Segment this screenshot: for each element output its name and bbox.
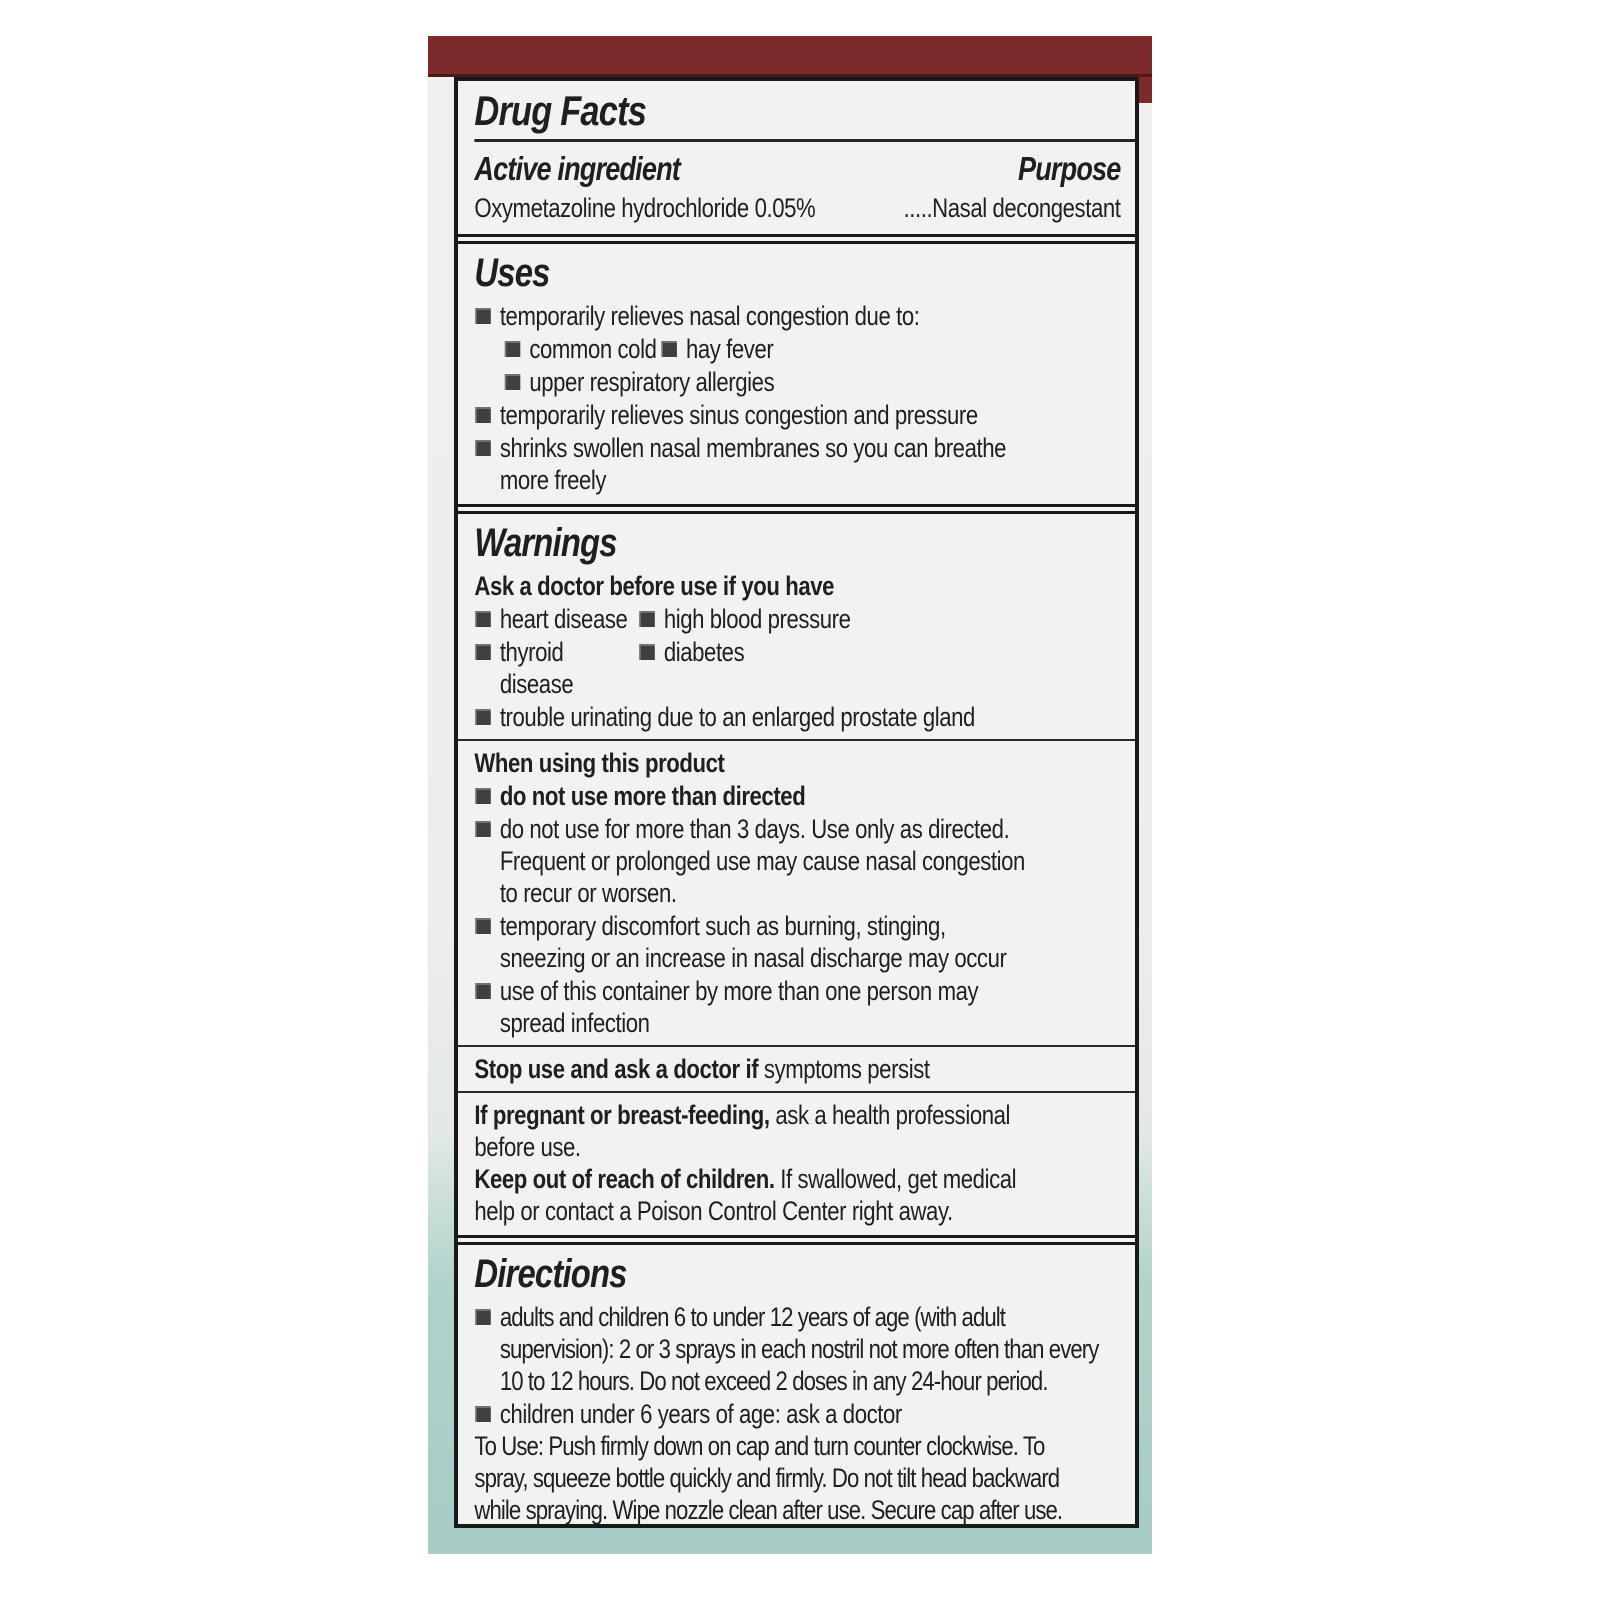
warnings-condition-row-1 (474, 602, 1120, 635)
uses-bullet-2: temporarily relieves sinus congestion and pressure (474, 399, 1120, 431)
bullet-square-icon (475, 308, 491, 324)
bullet-square-icon (475, 644, 491, 660)
when-using-bullet-3: temporary discomfort such as burning, stinging, sneezing or an increase in nasal discharge may occur (474, 910, 1120, 974)
box-top-maroon-band (428, 36, 1152, 77)
bullet-square-icon (475, 709, 491, 725)
bullet-square-icon (639, 644, 655, 660)
uses-sub-bullet-hay-fever: hay fever (661, 333, 774, 365)
ingredient-name: Oxymetazoline hydrochloride 0.05% (474, 193, 816, 223)
directions-bullet-1: adults and children 6 to under 12 years of age (with adult supervision): 2 or 3 sprays in each nostril not more often than every 10 to 12 hours. Do not exceed 2 doses in any 24-hour period. (474, 1301, 1120, 1397)
warnings-heading: Warnings (474, 521, 617, 565)
active-ingredient-heading: Active ingredient (474, 150, 681, 187)
bullet-square-icon (639, 611, 655, 627)
bullet-square-icon (505, 374, 521, 390)
warnings-section (458, 514, 1135, 1235)
pregnant-warning: If pregnant or breast-feeding, ask a health professional before use. (474, 1100, 1011, 1162)
section-divider (458, 234, 1135, 244)
bullet-square-icon (475, 918, 491, 934)
box-maroon-corner (1137, 77, 1152, 103)
uses-bullet-1: temporarily relieves nasal congestion due to: (474, 300, 1120, 332)
keep-out-of-reach-warning: Keep out of reach of children. If swallowed, get medical help or contact a Poison Control Center right away. (474, 1164, 1017, 1226)
bullet-square-icon (475, 1406, 491, 1422)
when-using-bullet-4: use of this container by more than one person may spread infection (474, 975, 1120, 1039)
when-using-heading: When using this product (474, 748, 725, 778)
drug-facts-title: Drug Facts (474, 87, 647, 134)
to-use-paragraph: To Use: Push firmly down on cap and turn counter clockwise. To spray, squeeze bottle quickly and firmly. Do not tilt head backward while spraying. Wipe nozzle clean after use. Secure cap after use. (474, 1431, 1063, 1525)
warnings-condition-row-2 (474, 635, 1120, 700)
purpose-value: .....Nasal decongestant (903, 193, 1121, 223)
bullet-square-icon (475, 788, 491, 804)
when-using-bullet-1: do not use more than directed (474, 780, 1120, 812)
purpose-heading: Purpose (1017, 150, 1121, 187)
warnings-rule (458, 1091, 1135, 1093)
bullet-square-icon (475, 440, 491, 456)
condition-high-blood-pressure: high blood pressure (638, 603, 850, 635)
section-divider (458, 504, 1135, 514)
bullet-square-icon (475, 407, 491, 423)
section-divider (458, 1235, 1135, 1245)
bullet-square-icon (475, 821, 491, 837)
bullet-square-icon (475, 983, 491, 999)
product-box-panel (428, 36, 1152, 1554)
when-using-bullet-2: do not use for more than 3 days. Use only as directed. Frequent or prolonged use may cause nasal congestion to recur or worsen. (474, 813, 1120, 909)
bullet-square-icon (505, 341, 521, 357)
drug-facts-label (454, 77, 1139, 1528)
bullet-square-icon (475, 1309, 491, 1325)
condition-trouble-urinating: trouble urinating due to an enlarged prostate gland (474, 701, 1120, 733)
uses-section (458, 244, 1135, 504)
uses-sub-bullet-allergies: upper respiratory allergies (504, 366, 1121, 398)
condition-heart-disease: heart disease (474, 603, 638, 635)
title-rule (474, 139, 1135, 142)
uses-bullet-3: shrinks swollen nasal membranes so you can breathe more freely (474, 432, 1120, 496)
uses-sub-bullet-row (504, 332, 1121, 365)
bullet-square-icon (661, 341, 677, 357)
drug-facts-header-section (458, 81, 1135, 234)
bullet-square-icon (475, 611, 491, 627)
uses-heading: Uses (474, 251, 550, 295)
warnings-rule (458, 739, 1135, 741)
stop-use-line: Stop use and ask a doctor if symptoms persist (474, 1054, 930, 1084)
directions-section (458, 1245, 1135, 1528)
directions-heading: Directions (474, 1252, 627, 1296)
uses-sub-bullet-common-cold: common cold (504, 333, 661, 365)
condition-thyroid-disease: thyroid disease (474, 636, 638, 700)
directions-bullet-2: children under 6 years of age: ask a doctor (474, 1398, 1120, 1430)
condition-diabetes: diabetes (638, 636, 744, 700)
ask-doctor-heading: Ask a doctor before use if you have (474, 571, 835, 601)
warnings-rule (458, 1045, 1135, 1047)
